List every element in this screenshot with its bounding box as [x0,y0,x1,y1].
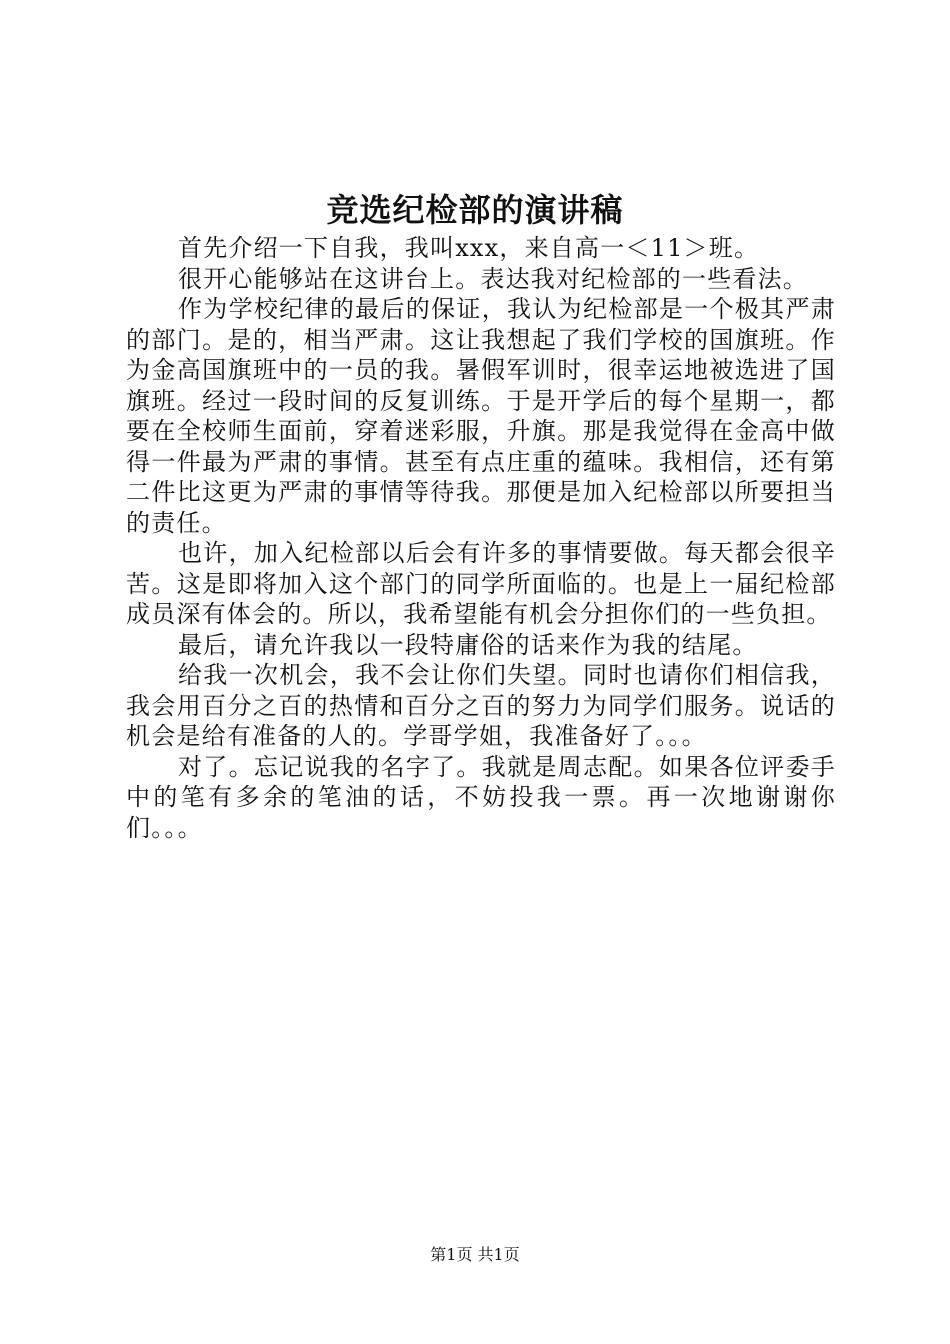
paragraph: 作为学校纪律的最后的保证，我认为纪检部是一个极其严肃的部门。是的，相当严肃。这让我想起了我们学校的国旗班。作为金高国旗班中的一员的我。暑假军训时，很幸运地被选进了国旗班。经过一段时间的反复训练。于是开学后的每个星期一，都要在全校师生面前，穿着迷彩服，升旗。那是我觉得在金高中做得一件最为严肃的事情。甚至有点庄重的蕴味。我相信，还有第二件比这更为严肃的事情等待我。那便是加入纪检部以所要担当的责任。 [126,295,836,537]
paragraph: 对了。忘记说我的名字了。我就是周志配。如果各位评委手中的笔有多余的笔油的话，不妨投我一票。再一次地谢谢你们。。。 [126,752,836,842]
paragraph: 给我一次机会，我不会让你们失望。同时也请你们相信我，我会用百分之百的热情和百分之百的努力为同学们服务。说话的机会是给有准备的人的。学哥学姐，我准备好了。。。 [126,661,836,750]
paragraph: 很开心能够站在这讲台上。表达我对纪检部的一些看法。 [178,264,808,293]
paragraph: 最后，请允许我以一段特庸俗的话来作为我的结尾。 [178,630,758,659]
page-footer: 第1页 共1页 [430,1245,520,1264]
paragraph: 也许，加入纪检部以后会有许多的事情要做。每天都会很辛苦。这是即将加入这个部门的同学所面临的。也是上一届纪检部成员深有体会的。所以，我希望能有机会分担你们的一些负担。 [126,539,836,628]
document-title: 竞选纪检部的演讲稿 [326,191,624,229]
document-body [126,233,836,843]
paragraph: 首先介绍一下自我，我叫xxx，来自高一＜11＞班。 [178,234,760,262]
